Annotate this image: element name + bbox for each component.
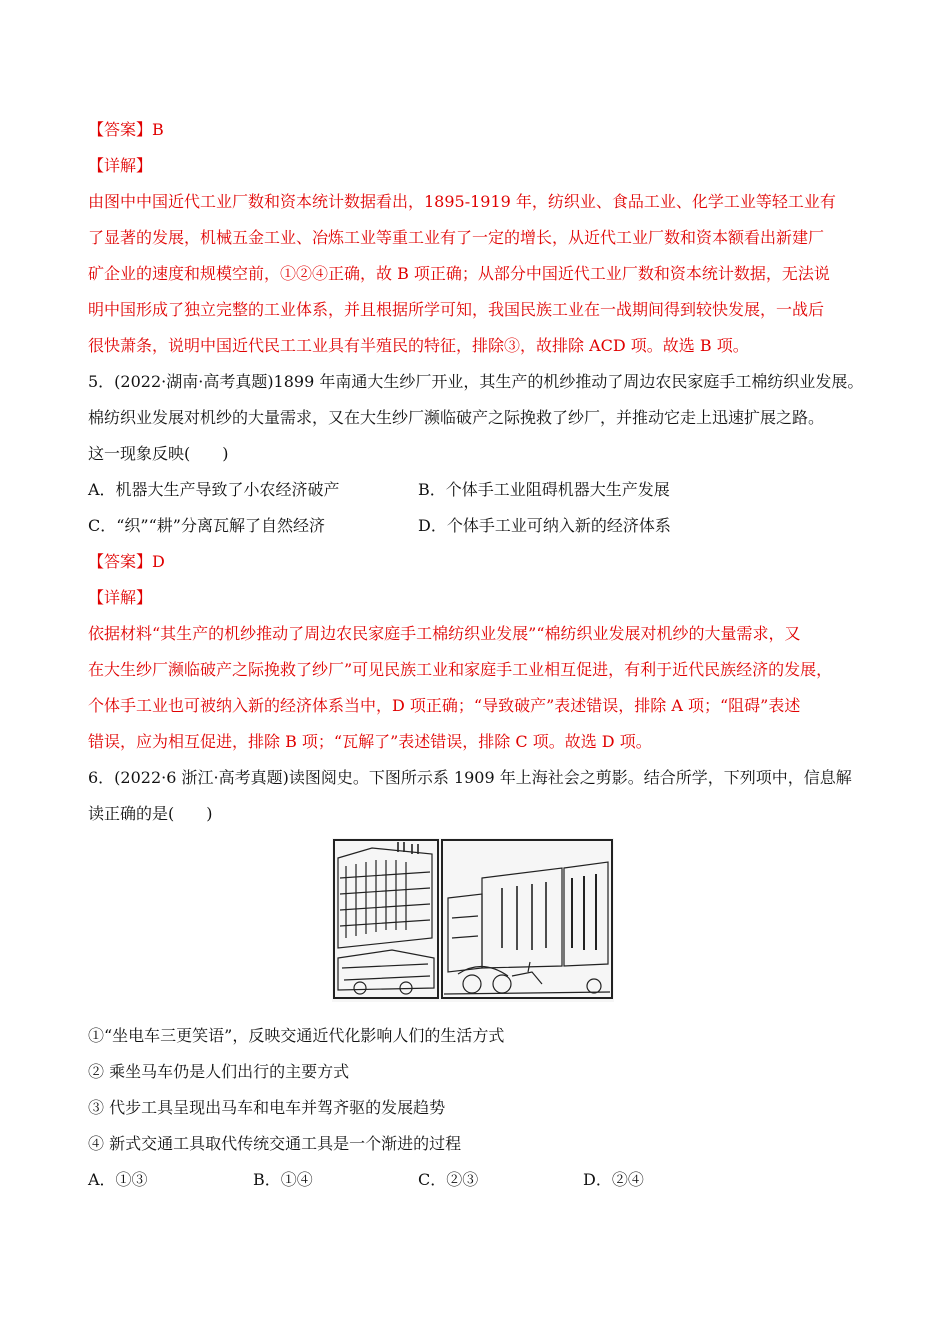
q6-statement: ①“坐电车三更笑语”，反映交通近代化影响人们的生活方式 bbox=[88, 1026, 505, 1045]
q6-option-a: A．①③ bbox=[88, 1170, 148, 1189]
street-scene-sketch bbox=[332, 838, 614, 1002]
q4-detail-line: 明中国形成了独立完整的工业体系，并且根据所学可知，我国民族工业在一战期间得到较快发展，一战后 bbox=[88, 300, 825, 319]
q5-option-d: D．个体手工业可纳入新的经济体系 bbox=[418, 516, 671, 535]
q4-detail-line: 由图中中国近代工业厂数和资本统计数据看出，1895-1919 年，纺织业、食品工业、化学工业等轻工业有 bbox=[88, 192, 836, 211]
q6-stem-line: 6．(2022·6 浙江·高考真题)读图阅史。下图所示系 1909 年上海社会之剪影。结合所学，下列项中，信息解 bbox=[88, 768, 852, 787]
q4-detail-line: 矿企业的速度和规模空前，①②④正确，故 B 项正确；从部分中国近代工业厂数和资本统计数据，无法说 bbox=[88, 264, 830, 283]
q5-detail-line: 错误，应为相互促进，排除 B 项；“瓦解了”表述错误，排除 C 项。故选 D 项。 bbox=[88, 732, 652, 751]
q4-answer-label: 【答案】B bbox=[88, 120, 164, 139]
q5-option-c: C．“织”“耕”分离瓦解了自然经济 bbox=[88, 516, 325, 535]
q6-stem-line: 读正确的是( ) bbox=[88, 804, 213, 823]
q5-options-row-2 bbox=[88, 508, 878, 544]
q5-detail-line: 依据材料“其生产的机纱推动了周边农民家庭手工棉纺织业发展”“棉纺织业发展对机纱的大量需求，又 bbox=[88, 624, 801, 643]
q6-statement: ④ 新式交通工具取代传统交通工具是一个渐进的过程 bbox=[88, 1134, 462, 1153]
q5-option-a: A．机器大生产导致了小农经济破产 bbox=[88, 480, 340, 499]
q6-historical-illustration bbox=[88, 832, 878, 1018]
document-page bbox=[88, 112, 878, 1198]
q5-stem-line: 棉纺织业发展对机纱的大量需求，又在大生纱厂濒临破产之际挽救了纱厂，并推动它走上迅速扩展之路。 bbox=[88, 408, 825, 427]
q6-options-row bbox=[88, 1162, 878, 1198]
q6-option-d: D．②④ bbox=[583, 1170, 644, 1189]
q5-detail-line: 在大生纱厂濒临破产之际挽救了纱厂”可见民族工业和家庭手工业相互促进，有利于近代民族经济的发展， bbox=[88, 660, 833, 679]
q4-detail-label: 【详解】 bbox=[88, 156, 153, 175]
q6-option-c: C．②③ bbox=[418, 1170, 479, 1189]
q6-statement: ② 乘坐马车仍是人们出行的主要方式 bbox=[88, 1062, 350, 1081]
q5-detail-label: 【详解】 bbox=[88, 588, 153, 607]
q6-statement: ③ 代步工具呈现出马车和电车并驾齐驱的发展趋势 bbox=[88, 1098, 446, 1117]
q4-detail-line: 了显著的发展，机械五金工业、冶炼工业等重工业有了一定的增长，从近代工业厂数和资本额看出新建厂 bbox=[88, 228, 825, 247]
q5-stem-line: 这一现象反映( ) bbox=[88, 444, 229, 463]
q6-option-b: B．①④ bbox=[253, 1170, 313, 1189]
q4-detail-line: 很快萧条，说明中国近代民工工业具有半殖民的特征，排除③，故排除 ACD 项。故选 B 项。 bbox=[88, 336, 749, 355]
q5-options-row-1 bbox=[88, 472, 878, 508]
q5-stem-line: 5．(2022·湖南·高考真题)1899 年南通大生纱厂开业，其生产的机纱推动了周边农民家庭手工棉纺织业发展。 bbox=[88, 372, 864, 391]
q5-detail-line: 个体手工业也可被纳入新的经济体系当中，D 项正确；“导致破产”表述错误，排除 A 项；“阻碍”表述 bbox=[88, 696, 801, 715]
q5-option-b: B．个体手工业阻碍机器大生产发展 bbox=[418, 480, 670, 499]
q5-answer-label: 【答案】D bbox=[88, 552, 165, 571]
